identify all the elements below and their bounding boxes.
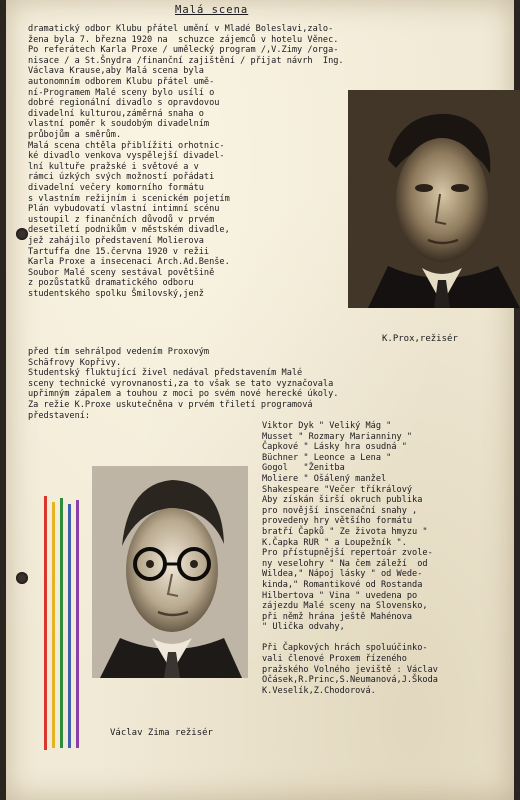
- history-line: rámci úzkých svých možností pořádati: [28, 172, 215, 183]
- repertoire-line: Wildea," Nápoj lásky " od Wede-: [262, 569, 423, 580]
- intro-line: Václava Krause,aby Malá scena byla: [28, 66, 204, 77]
- history-line: dobré regionální divadlo s opravdovou: [28, 98, 220, 109]
- repertoire-line: Musset " Rozmary Marianniny ": [262, 431, 413, 442]
- intro-line: dramatický odbor Klubu přátel umění v Mladé Boleslavi,zalo-: [28, 24, 334, 34]
- repertoire-line: [262, 633, 438, 644]
- history-line: divadelní kulturou,záměrná snaha o: [28, 108, 204, 119]
- punch-hole-bottom: [16, 572, 28, 584]
- repertoire-line: zájezdu Malé sceny na Slovensko,: [262, 601, 428, 612]
- repertoire-line: kinda," Romantikové od Rostanda: [262, 579, 423, 590]
- intro-line: žena byla 7. března 1920 na schuzce zájemců v hotelu Věnec.: [28, 34, 339, 45]
- history-line: ní-Programem Malé sceny bylo usílí o: [28, 87, 215, 98]
- productions-line: upřimným zápalem a touhou z moci po svém nové herecké úkoly.: [28, 389, 339, 400]
- intro-line: nisace / a St.Šnydra /finanční zajištění / přijat návrh Ing.: [28, 55, 344, 66]
- productions-line: před tím sehrálpod vedením Proxovým: [28, 347, 210, 357]
- intro-paragraph: [28, 24, 344, 77]
- history-line: Tartuffa dne 15.června 1920 v režii: [28, 246, 210, 257]
- repertoire-line: Pro přístupnější repertoár zvole-: [262, 548, 433, 559]
- repertoire-line: provedeny hry většího formátu: [262, 516, 413, 527]
- repertoire-line: při němž hrána ještě Mahénova: [262, 611, 413, 622]
- repertoire-line: pražského Volného jeviště : Václav: [262, 664, 438, 675]
- history-line: ké divadlo venkova vyspělejší divadel-: [28, 151, 225, 162]
- history-line: s vlastním režijním i scenickém pojetím: [28, 193, 230, 204]
- history-line: průbojům a směrům.: [28, 129, 122, 140]
- history-line: ustoupil z finančních důvodů v prvém: [28, 214, 215, 225]
- history-line: Karla Proxe a insecenaci Arch.Ad.Benše.: [28, 257, 230, 268]
- history-line: Malá scena chtěla přiblížiti orhotnic-: [28, 140, 225, 151]
- productions-line: představení:: [28, 410, 91, 421]
- repertoire-line: Shakespeare "Večer tříkrálový: [262, 484, 413, 495]
- repertoire-line: Očásek,R.Princ,S.Neumanová,J.Škoda: [262, 675, 438, 686]
- repertoire-line: K.Veselík,Z.Chodorová.: [262, 685, 376, 696]
- history-line: Soubor Malé sceny sestával povětšině: [28, 267, 215, 278]
- history-line: vlastní poměr k soudobým divadelním: [28, 119, 210, 130]
- repertoire-line: Gogol "Ženitba: [262, 463, 345, 474]
- repertoire-line: pro novější inscenační snahy ,: [262, 505, 418, 516]
- repertoire-line: Aby získán širší okruch publika: [262, 495, 423, 506]
- productions-line: Za režie K.Proxe uskutečněna v prvém třiletí programová: [28, 399, 313, 410]
- intro-line: Po referátech Karla Proxe / umělecký program /,V.Zimy /orga-: [28, 45, 339, 56]
- productions-line: Studentský fluktující živel nedával představením Malé: [28, 368, 303, 379]
- repertoire-line: Hilbertova " Vina " uvedena po: [262, 590, 418, 601]
- history-line: autonomním odborem Klubu přátel umě-: [28, 77, 215, 87]
- history-line: lní kultuře pražské i světové a v: [28, 161, 199, 172]
- productions-line: Schäfrovy Kopřivy.: [28, 357, 122, 368]
- repertoire-line: " Ulička odvahy,: [262, 622, 345, 633]
- productions-line: sceny technické vyrovnanosti,za to však se tato vyznačovala: [28, 378, 334, 389]
- portrait-zima: [92, 466, 248, 678]
- caption-prox: K.Prox,režisér: [382, 334, 458, 344]
- history-line: studentského spolku Šmilovský,jenž: [28, 288, 204, 299]
- repertoire-line: bratří Čapků " Ze života hmyzu ": [262, 526, 428, 537]
- punch-hole-top: [16, 228, 28, 240]
- repertoire-line: Při Čapkových hrách spoluúčinko-: [262, 643, 428, 654]
- repertoire-line: ny veselohry " Na čem záleží od: [262, 558, 428, 569]
- portrait-prox: [348, 90, 520, 308]
- repertoire-line: Viktor Dyk " Veliký Mág ": [262, 421, 392, 431]
- history-line: z pozůstatků dramatického odboru: [28, 278, 194, 289]
- repertoire-line: Čapkové " Lásky hra osudná ": [262, 442, 407, 453]
- repertoire-line: Büchner " Leonce a Lena ": [262, 452, 392, 463]
- caption-zima: Václav Zima režisér: [110, 728, 213, 738]
- repertoire-list: [262, 421, 438, 696]
- scrapbook-page: [6, 0, 514, 800]
- repertoire-line: K.Čapka RUR " a Loupežník ".: [262, 537, 407, 548]
- repertoire-line: vali členové Proxem řízeného: [262, 654, 407, 665]
- productions-intro: [28, 347, 338, 421]
- history-line: desetiletí podnikům v městském divadle,: [28, 225, 230, 236]
- page-title: Malá scena: [175, 4, 249, 16]
- history-line: Plán vybudovatí vlastní intimní scénu: [28, 204, 220, 215]
- history-line: divadelní večery komorního formátu: [28, 182, 204, 193]
- history-column: [28, 77, 230, 299]
- history-line: jež zahájilo představení Molierova: [28, 235, 204, 246]
- repertoire-line: Moliere " Ošálený manžel: [262, 473, 387, 484]
- ribbon-stripes: [44, 496, 86, 750]
